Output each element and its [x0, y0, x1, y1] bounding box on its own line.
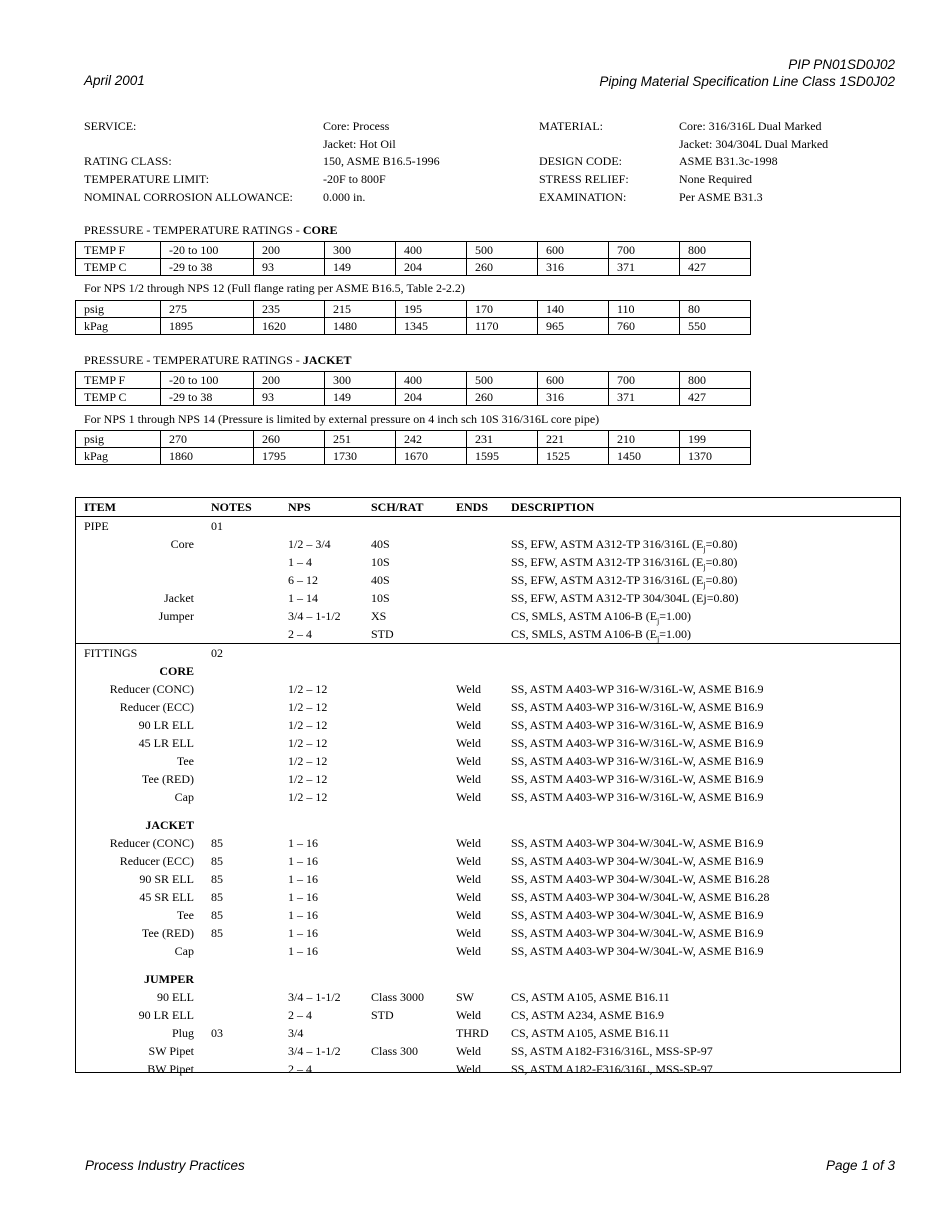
- rating-row: [76, 448, 751, 465]
- core-temp-table: [75, 241, 751, 276]
- item-nps: 1 – 16: [288, 872, 318, 886]
- item-nps: 1/2 – 12: [288, 700, 328, 714]
- doc-title: Piping Material Specification Line Class 1SD0J02: [599, 74, 895, 89]
- item-desc: CS, ASTM A105, ASME B16.11: [511, 990, 670, 1004]
- rating-cell: 800: [680, 242, 751, 259]
- item-desc: CS, SMLS, ASTM A106-B $(E_j=1.00)$: [511, 609, 692, 626]
- item-notes: 02: [211, 646, 223, 660]
- item-desc: SS, ASTM A403-WP 304-W/304L-W, ASME B16.9: [511, 836, 764, 850]
- item-notes: 85: [211, 890, 223, 904]
- rating-cell: 1730: [325, 448, 396, 465]
- rating-cell: 275: [161, 301, 254, 318]
- material-label: STRESS RELIEF:: [539, 172, 629, 187]
- item-ends: Weld: [456, 890, 482, 904]
- item-sub: Reducer (CONC): [109, 836, 194, 850]
- rating-cell: 215: [325, 301, 396, 318]
- item-sub: Jacket: [164, 591, 194, 605]
- rating-row: [76, 301, 751, 318]
- rating-cell: 204: [396, 389, 467, 406]
- spec-row: [76, 698, 900, 716]
- item-notes: 03: [211, 1026, 223, 1040]
- item-nps: 1/2 – 12: [288, 754, 328, 768]
- spec-row: [76, 1024, 900, 1042]
- rating-row: [76, 372, 751, 389]
- spec-row: [76, 589, 900, 607]
- item-desc: SS, ASTM A403-WP 304-W/304L-W, ASME B16.28: [511, 890, 770, 904]
- rating-cell: TEMP C: [76, 259, 161, 276]
- service-value: 0.000 in.: [323, 189, 366, 204]
- rating-cell: 600: [538, 242, 609, 259]
- rating-cell: 260: [254, 431, 325, 448]
- rating-cell: 80: [680, 301, 751, 318]
- item-ends: Weld: [456, 1062, 482, 1076]
- material-value: ASME B31.3c-1998: [679, 154, 778, 169]
- rating-cell: 221: [538, 431, 609, 448]
- item-sub: Tee (RED): [141, 926, 194, 940]
- item-notes: 85: [211, 836, 223, 850]
- material-value: None Required: [679, 172, 752, 187]
- rating-cell: 800: [680, 372, 751, 389]
- spec-row: [76, 1042, 900, 1060]
- rating-cell: 1450: [609, 448, 680, 465]
- rating-cell: TEMP F: [76, 372, 161, 389]
- item-nps: 1 – 4: [288, 555, 312, 569]
- item-nps: 1/2 – 12: [288, 682, 328, 696]
- rating-cell: 204: [396, 259, 467, 276]
- item-spec-table: [75, 497, 901, 1076]
- spec-row: [76, 535, 900, 553]
- item-sub: Reducer (CONC): [109, 682, 194, 696]
- rating-cell: 427: [680, 389, 751, 406]
- rating-row: [76, 431, 751, 448]
- item-nps: 3/4 – 1-1/2: [288, 609, 341, 623]
- rating-cell: 110: [609, 301, 680, 318]
- rating-cell: 700: [609, 242, 680, 259]
- rating-cell: psig: [76, 431, 161, 448]
- item-ends: Weld: [456, 1008, 482, 1022]
- item-sub: BW Pipet: [147, 1062, 194, 1076]
- item-sch: STD: [371, 627, 394, 641]
- rating-cell: kPag: [76, 448, 161, 465]
- rating-cell: 242: [396, 431, 467, 448]
- rating-cell: 760: [609, 318, 680, 335]
- item-nps: 1 – 16: [288, 926, 318, 940]
- material-label: DESIGN CODE:: [539, 154, 622, 169]
- fitting-group-title: [76, 816, 900, 834]
- spec-row: [76, 1006, 900, 1024]
- service-value: Jacket: Hot Oil: [323, 136, 396, 151]
- item-name: FITTINGS: [84, 646, 138, 660]
- rating-cell: 550: [680, 318, 751, 335]
- core-pressure-table: [75, 300, 751, 335]
- spec-row: [76, 988, 900, 1006]
- item-sch: 40S: [371, 573, 390, 587]
- item-desc: SS, ASTM A403-WP 304-W/304L-W, ASME B16.9: [511, 944, 764, 958]
- rating-cell: 316: [538, 259, 609, 276]
- item-ends: SW: [456, 990, 474, 1004]
- item-notes: 85: [211, 872, 223, 886]
- rating-cell: 500: [467, 242, 538, 259]
- item-nps: 1 – 16: [288, 944, 318, 958]
- jacket-temp-table: [75, 371, 751, 406]
- item-ends: Weld: [456, 682, 482, 696]
- item-desc: SS, ASTM A182-F316/316L, MSS-SP-97: [511, 1044, 713, 1058]
- item-nps: 1/2 – 12: [288, 772, 328, 786]
- spec-row: [76, 571, 900, 589]
- service-value: 150, ASME B16.5-1996: [323, 154, 440, 169]
- item-ends: Weld: [456, 908, 482, 922]
- rating-cell: 199: [680, 431, 751, 448]
- item-sch: 10S: [371, 555, 390, 569]
- item-ends: Weld: [456, 772, 482, 786]
- item-nps: 1/2 – 12: [288, 736, 328, 750]
- item-sch: 40S: [371, 537, 390, 551]
- item-nps: 2 – 4: [288, 1062, 312, 1076]
- rating-cell: 231: [467, 431, 538, 448]
- rating-cell: 1795: [254, 448, 325, 465]
- spec-row: [76, 553, 900, 571]
- rating-cell: 300: [325, 372, 396, 389]
- footer-org: Process Industry Practices: [85, 1158, 245, 1173]
- item-sch: XS: [371, 609, 387, 623]
- item-desc: SS, ASTM A403-WP 304-W/304L-W, ASME B16.9: [511, 854, 764, 868]
- jacket-pressure-table: [75, 430, 751, 465]
- item-ends: THRD: [456, 1026, 489, 1040]
- jacket-ratings-caption: PRESSURE - TEMPERATURE RATINGS - JACKET: [84, 353, 352, 367]
- item-desc: SS, ASTM A403-WP 316-W/316L-W, ASME B16.9: [511, 790, 764, 804]
- rating-cell: 1170: [467, 318, 538, 335]
- material-label: [539, 136, 629, 154]
- page-number: Page 1 of 3: [825, 1158, 895, 1173]
- rating-cell: 1345: [396, 318, 467, 335]
- group-title: JACKET: [145, 818, 194, 832]
- rating-cell: 1525: [538, 448, 609, 465]
- rating-cell: 170: [467, 301, 538, 318]
- rating-row: [76, 242, 751, 259]
- item-nps: 1/2 – 3/4: [288, 537, 331, 551]
- rating-cell: 371: [609, 259, 680, 276]
- item-desc: SS, ASTM A403-WP 304-W/304L-W, ASME B16.28: [511, 872, 770, 886]
- item-ends: Weld: [456, 736, 482, 750]
- material-value: Jacket: 304/304L Dual Marked: [679, 136, 829, 151]
- rating-cell: 500: [467, 372, 538, 389]
- item-sch: Class 300: [371, 1044, 419, 1058]
- service-label: [84, 136, 293, 154]
- item-notes: 85: [211, 908, 223, 922]
- item-ends: Weld: [456, 754, 482, 768]
- service-label: SERVICE:: [84, 119, 137, 133]
- item-desc: SS, ASTM A403-WP 316-W/316L-W, ASME B16.9: [511, 772, 764, 786]
- rating-cell: 93: [254, 389, 325, 406]
- item-notes: 85: [211, 926, 223, 940]
- rating-cell: 210: [609, 431, 680, 448]
- spec-row: [76, 906, 900, 924]
- col-ends: ENDS: [456, 500, 489, 514]
- fitting-group-title: [76, 662, 900, 680]
- item-nps: 1 – 16: [288, 854, 318, 868]
- item-desc: CS, ASTM A105, ASME B16.11: [511, 1026, 670, 1040]
- spec-row: [76, 716, 900, 734]
- col-notes: NOTES: [211, 500, 252, 514]
- rating-cell: 251: [325, 431, 396, 448]
- spec-row: [76, 607, 900, 625]
- rating-cell: 1670: [396, 448, 467, 465]
- item-sch: 10S: [371, 591, 390, 605]
- rating-cell: 260: [467, 259, 538, 276]
- service-values: [323, 118, 440, 206]
- col-nps: NPS: [288, 500, 311, 514]
- rating-cell: 371: [609, 389, 680, 406]
- rating-cell: 149: [325, 389, 396, 406]
- core-ratings-note: For NPS 1/2 through NPS 12 (Full flange rating per ASME B16.5, Table 2-2.2): [84, 281, 465, 295]
- core-ratings-caption: PRESSURE - TEMPERATURE RATINGS - CORE: [84, 223, 338, 237]
- item-desc: SS, EFW, ASTM A312-TP 316/316L $(E_j=0.80)$: [511, 537, 738, 554]
- item-nps: 1 – 16: [288, 836, 318, 850]
- item-ends: Weld: [456, 926, 482, 940]
- item-desc: SS, ASTM A182-F316/316L, MSS-SP-97: [511, 1062, 713, 1076]
- item-ends: Weld: [456, 718, 482, 732]
- rating-cell: 400: [396, 242, 467, 259]
- spec-row: [76, 1060, 900, 1078]
- item-desc: SS, ASTM A403-WP 304-W/304L-W, ASME B16.9: [511, 926, 764, 940]
- item-ends: Weld: [456, 872, 482, 886]
- item-ends: Weld: [456, 944, 482, 958]
- rating-cell: TEMP F: [76, 242, 161, 259]
- item-desc: SS, ASTM A403-WP 316-W/316L-W, ASME B16.9: [511, 754, 764, 768]
- item-sch: Class 3000: [371, 990, 425, 1004]
- rating-row: [76, 259, 751, 276]
- rating-cell: 270: [161, 431, 254, 448]
- item-nps: 3/4: [288, 1026, 304, 1040]
- material-value: Per ASME B31.3: [679, 189, 763, 204]
- rating-cell: -20 to 100: [161, 372, 254, 389]
- item-sub: 90 LR ELL: [138, 1008, 194, 1022]
- item-desc: SS, ASTM A403-WP 316-W/316L-W, ASME B16.9: [511, 736, 764, 750]
- item-sub: 45 LR ELL: [138, 736, 194, 750]
- rating-cell: 235: [254, 301, 325, 318]
- item-ends: Weld: [456, 790, 482, 804]
- rating-cell: 700: [609, 372, 680, 389]
- col-sch: SCH/RAT: [371, 500, 424, 514]
- rating-cell: 200: [254, 242, 325, 259]
- material-values: [679, 118, 828, 206]
- item-sub: 90 SR ELL: [139, 872, 194, 886]
- fittings-section: [76, 643, 900, 1078]
- rating-cell: 600: [538, 372, 609, 389]
- rating-cell: -29 to 38: [161, 259, 254, 276]
- spec-row: [76, 770, 900, 788]
- spec-row: [76, 942, 900, 960]
- service-labels: [84, 118, 293, 206]
- item-desc: SS, ASTM A403-WP 304-W/304L-W, ASME B16.9: [511, 908, 764, 922]
- spec-row: [76, 517, 900, 535]
- rating-cell: 200: [254, 372, 325, 389]
- rating-cell: 427: [680, 259, 751, 276]
- spec-row: [76, 834, 900, 852]
- material-label: MATERIAL:: [539, 119, 603, 133]
- spec-row: [76, 625, 900, 643]
- rating-cell: 1620: [254, 318, 325, 335]
- item-sch: STD: [371, 1008, 394, 1022]
- spec-row: [76, 680, 900, 698]
- jacket-ratings-note: For NPS 1 through NPS 14 (Pressure is limited by external pressure on 4 inch sch 10S 316/316L core pipe): [84, 412, 600, 426]
- col-item: ITEM: [84, 500, 117, 514]
- item-nps: 3/4 – 1-1/2: [288, 990, 341, 1004]
- item-nps: 1/2 – 12: [288, 790, 328, 804]
- material-labels: [539, 118, 629, 206]
- material-value: Core: 316/316L Dual Marked: [679, 119, 822, 133]
- group-gap: [76, 960, 900, 970]
- item-notes: 85: [211, 854, 223, 868]
- rating-row: [76, 389, 751, 406]
- item-sub: Cap: [174, 944, 194, 958]
- rating-cell: 195: [396, 301, 467, 318]
- item-sub: Tee (RED): [141, 772, 194, 786]
- rating-row: [76, 318, 751, 335]
- item-nps: 6 – 12: [288, 573, 318, 587]
- item-ends: Weld: [456, 836, 482, 850]
- item-ends: Weld: [456, 700, 482, 714]
- spec-row: [76, 888, 900, 906]
- rating-cell: kPag: [76, 318, 161, 335]
- rating-cell: 400: [396, 372, 467, 389]
- item-nps: 3/4 – 1-1/2: [288, 1044, 341, 1058]
- item-ends: Weld: [456, 854, 482, 868]
- rating-cell: psig: [76, 301, 161, 318]
- rating-cell: 1860: [161, 448, 254, 465]
- item-sub: Reducer (ECC): [119, 700, 194, 714]
- rating-cell: 1370: [680, 448, 751, 465]
- item-desc: SS, ASTM A403-WP 316-W/316L-W, ASME B16.9: [511, 718, 764, 732]
- item-sub: Tee: [176, 908, 194, 922]
- item-nps: 1/2 – 12: [288, 718, 328, 732]
- rating-cell: 1595: [467, 448, 538, 465]
- rating-cell: 260: [467, 389, 538, 406]
- item-sub: SW Pipet: [148, 1044, 194, 1058]
- doc-id: PIP PN01SD0J02: [788, 57, 895, 72]
- item-desc: SS, EFW, ASTM A312-TP 304/304L (Ej=0.80): [511, 591, 739, 605]
- item-sub: Reducer (ECC): [119, 854, 194, 868]
- item-nps: 1 – 16: [288, 890, 318, 904]
- service-label: TEMPERATURE LIMIT:: [84, 172, 210, 187]
- item-sub: 45 SR ELL: [139, 890, 194, 904]
- page-header: [599, 56, 895, 90]
- spec-row: [76, 852, 900, 870]
- doc-date: April 2001: [84, 73, 145, 88]
- spec-row: [76, 788, 900, 806]
- item-desc: SS, ASTM A403-WP 316-W/316L-W, ASME B16.9: [511, 700, 764, 714]
- item-nps: 2 – 4: [288, 627, 312, 641]
- item-ends: Weld: [456, 1044, 482, 1058]
- item-nps: 1 – 14: [288, 591, 318, 605]
- spec-row: [76, 924, 900, 942]
- item-desc: CS, SMLS, ASTM A106-B $(E_j=1.00)$: [511, 627, 692, 644]
- rating-cell: 93: [254, 259, 325, 276]
- service-label: RATING CLASS:: [84, 154, 172, 169]
- item-sub: Cap: [174, 790, 194, 804]
- group-title: JUMPER: [144, 972, 194, 986]
- item-sub: Tee: [176, 754, 194, 768]
- item-notes: 01: [211, 519, 223, 533]
- spec-row: [76, 752, 900, 770]
- fitting-group-title: [76, 970, 900, 988]
- rating-cell: 1480: [325, 318, 396, 335]
- rating-cell: 149: [325, 259, 396, 276]
- spec-row: [76, 870, 900, 888]
- item-sub: Jumper: [158, 609, 194, 623]
- item-sub: 90 LR ELL: [138, 718, 194, 732]
- rating-cell: -20 to 100: [161, 242, 254, 259]
- rating-cell: 965: [538, 318, 609, 335]
- group-title: CORE: [159, 664, 194, 678]
- rating-cell: -29 to 38: [161, 389, 254, 406]
- service-label: NOMINAL CORROSION ALLOWANCE:: [84, 189, 293, 204]
- rating-cell: 316: [538, 389, 609, 406]
- group-gap: [76, 806, 900, 816]
- spec-row: [76, 644, 900, 662]
- item-desc: SS, ASTM A403-WP 316-W/316L-W, ASME B16.9: [511, 682, 764, 696]
- spec-row: [76, 734, 900, 752]
- rating-cell: 140: [538, 301, 609, 318]
- item-sub: 90 ELL: [157, 990, 194, 1004]
- col-desc: DESCRIPTION: [511, 500, 595, 514]
- rating-cell: 300: [325, 242, 396, 259]
- item-desc: SS, EFW, ASTM A312-TP 316/316L $(E_j=0.80)$: [511, 573, 738, 590]
- item-nps: 1 – 16: [288, 908, 318, 922]
- item-desc: CS, ASTM A234, ASME B16.9: [511, 1008, 665, 1022]
- pipe-section: [76, 516, 900, 643]
- rating-cell: TEMP C: [76, 389, 161, 406]
- item-desc: SS, EFW, ASTM A312-TP 316/316L $(E_j=0.80)$: [511, 555, 738, 572]
- item-sub: Core: [170, 537, 194, 551]
- spec-header-row: [76, 498, 900, 516]
- service-value: -20F to 800F: [323, 172, 386, 187]
- item-name: PIPE: [84, 519, 109, 533]
- item-nps: 2 – 4: [288, 1008, 312, 1022]
- rating-cell: 1895: [161, 318, 254, 335]
- item-sub: Plug: [171, 1026, 194, 1040]
- material-label: EXAMINATION:: [539, 189, 627, 204]
- service-value: Core: Process: [323, 119, 390, 133]
